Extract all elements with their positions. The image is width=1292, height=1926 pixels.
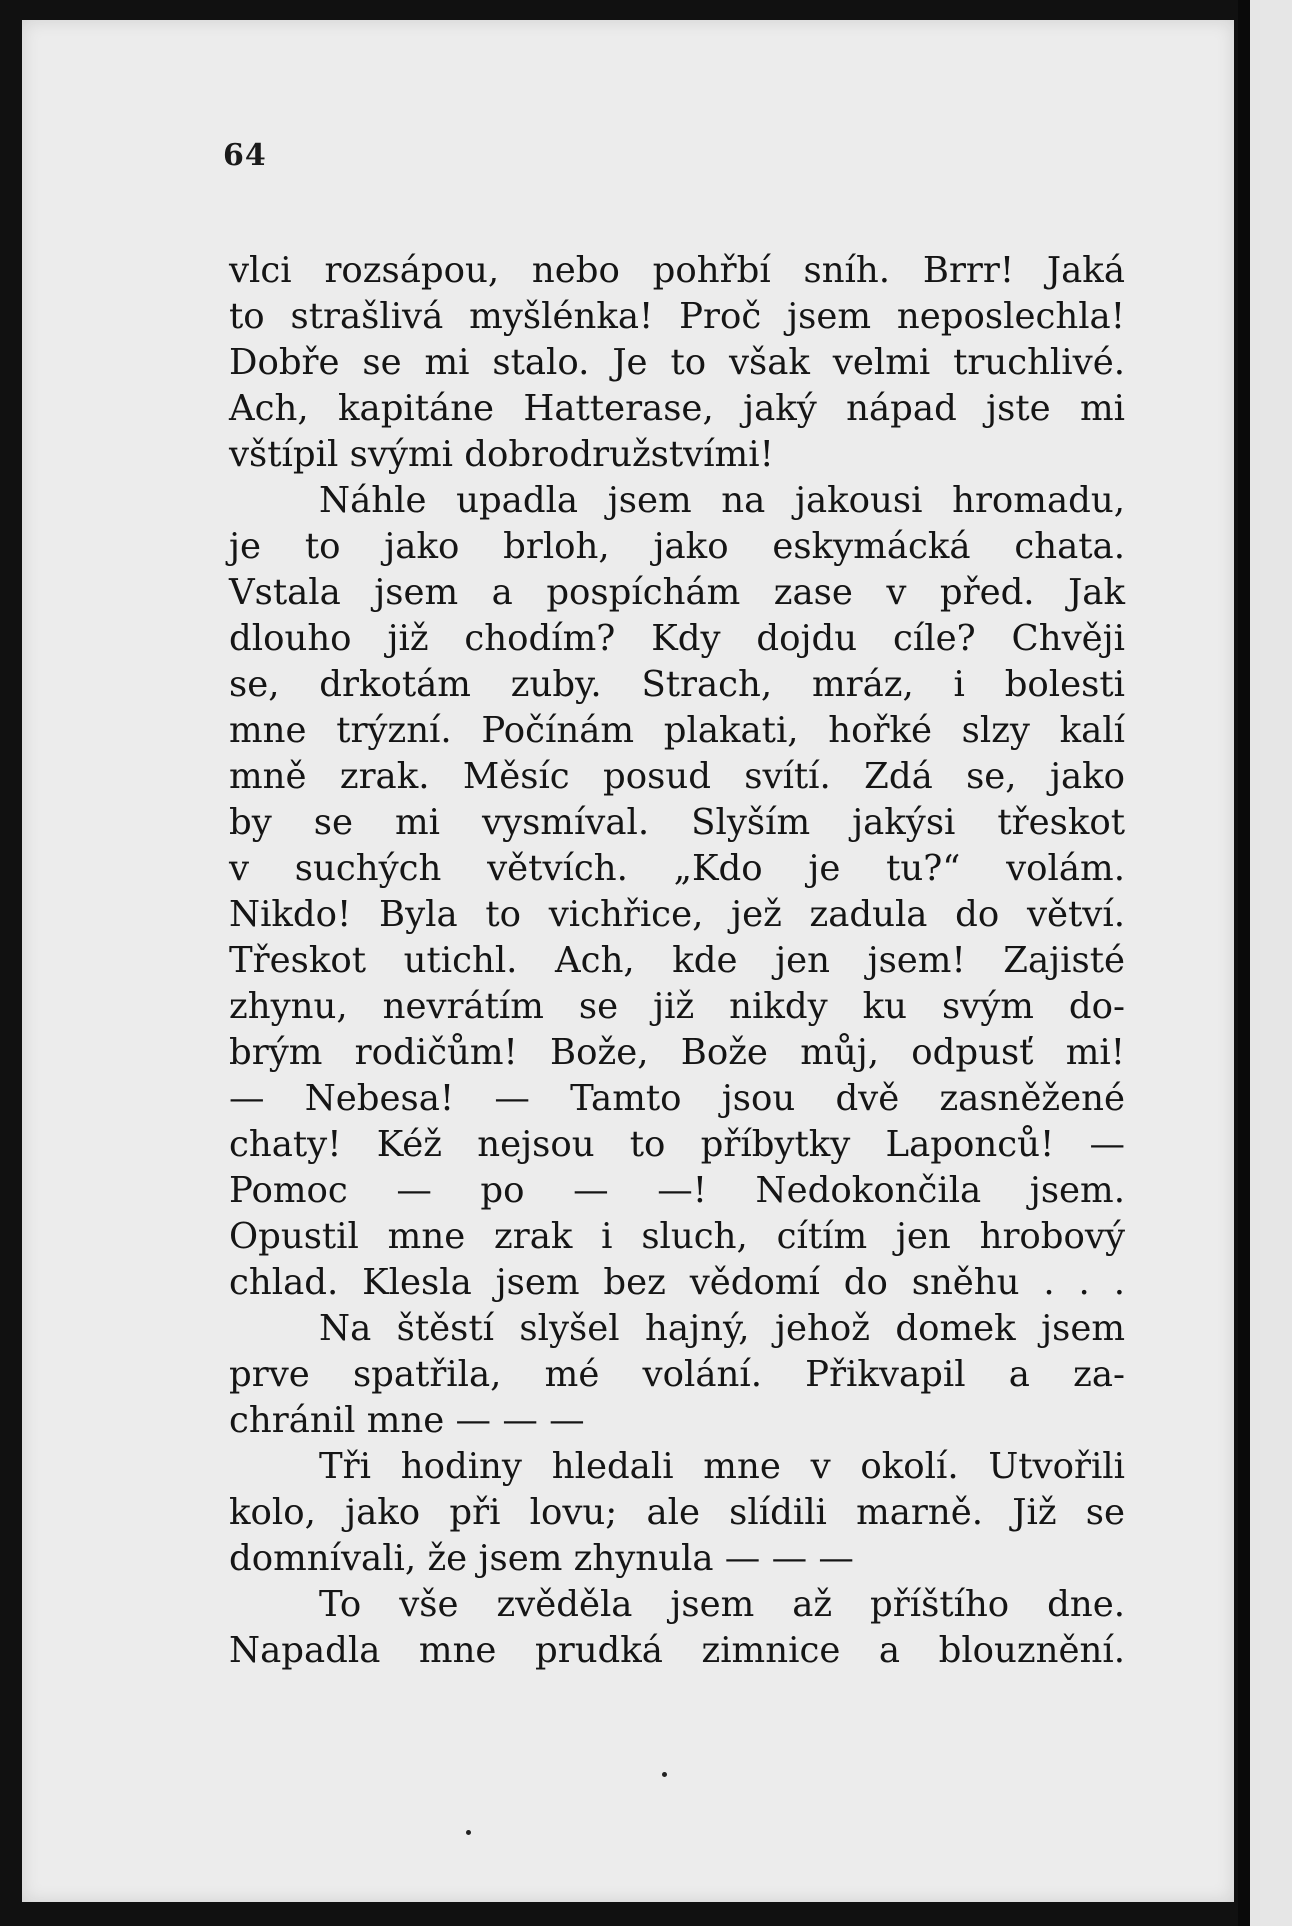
- text-line: To vše zvěděla jsem až příštího dne.: [319, 1584, 1125, 1625]
- text-line: chránil mne — — —: [229, 1400, 585, 1441]
- text-line: Tři hodiny hledali mne v okolí. Utvořili: [319, 1446, 1125, 1487]
- text-line: chaty! Kéž nejsou to příbytky Laponců! —: [229, 1124, 1125, 1165]
- text-line: Dobře se mi stalo. Je to však velmi truchlivé.: [229, 342, 1125, 383]
- text-line: chlad. Klesla jsem bez vědomí do sněhu . . .: [229, 1262, 1125, 1303]
- text-line: Nikdo! Byla to vichřice, jež zadula do větví.: [229, 894, 1125, 935]
- text-line: Vstala jsem a pospíchám zase v před. Jak: [229, 572, 1125, 613]
- print-speck: [466, 1830, 471, 1835]
- text-line: Napadla mne prudká zimnice a blouznění.: [229, 1630, 1125, 1671]
- text-line: Náhle upadla jsem na jakousi hromadu,: [319, 480, 1125, 521]
- text-line: Třeskot utichl. Ach, kde jen jsem! Zajisté: [229, 940, 1125, 981]
- body-text: [229, 248, 1125, 1674]
- text-line: to strašlivá myšlénka! Proč jsem neposlechla!: [229, 296, 1125, 337]
- text-line: brým rodičům! Bože, Bože můj, odpusť mi!: [229, 1032, 1125, 1073]
- page-number: 64: [223, 138, 267, 173]
- text-line: kolo, jako při lovu; ale slídili marně. Již se: [229, 1492, 1125, 1533]
- text-line: vštípil svými dobrodružstvími!: [229, 434, 774, 475]
- text-line: prve spatřila, mé volání. Přikvapil a za-: [229, 1354, 1125, 1395]
- text-line: domnívali, že jsem zhynula — — —: [229, 1538, 854, 1579]
- text-line: mne trýzní. Počínám plakati, hořké slzy kalí: [229, 710, 1125, 751]
- text-line: Pomoc — po — —! Nedokončila jsem.: [229, 1170, 1125, 1211]
- page-edge-shadow: [1238, 0, 1250, 1926]
- text-line: — Nebesa! — Tamto jsou dvě zasněžené: [229, 1078, 1125, 1119]
- text-line: Ach, kapitáne Hatterase, jaký nápad jste mi: [229, 388, 1125, 429]
- text-line: mně zrak. Měsíc posud svítí. Zdá se, jako: [229, 756, 1125, 797]
- text-line: je to jako brloh, jako eskymácká chata.: [229, 526, 1125, 567]
- text-line: v suchých větvích. „Kdo je tu?“ volám.: [229, 848, 1125, 889]
- text-line: vlci rozsápou, nebo pohřbí sníh. Brrr! Jaká: [229, 250, 1125, 291]
- text-line: zhynu, nevrátím se již nikdy ku svým do-: [229, 986, 1125, 1027]
- adjacent-page-strip: [1250, 0, 1292, 1926]
- text-line: se, drkotám zuby. Strach, mráz, i bolesti: [229, 664, 1125, 705]
- text-line: Na štěstí slyšel hajný, jehož domek jsem: [319, 1308, 1125, 1349]
- print-speck: [662, 1772, 667, 1777]
- text-line: dlouho již chodím? Kdy dojdu cíle? Chvěji: [229, 618, 1125, 659]
- text-line: by se mi vysmíval. Slyším jakýsi třeskot: [229, 802, 1125, 843]
- text-line: Opustil mne zrak i sluch, cítím jen hrobový: [229, 1216, 1125, 1257]
